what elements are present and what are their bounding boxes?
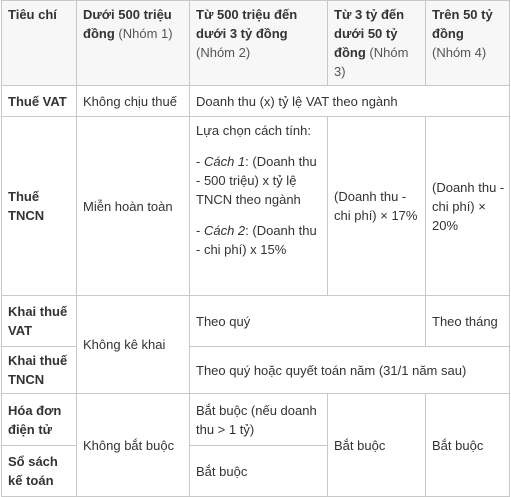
bookkeeping-label: Sổ sách kế toán [2,446,77,497]
header-row [2,1,510,86]
header-group-4 [426,1,510,86]
einvoice-bookkeeping-group-4: Bắt buộc [426,394,510,497]
header-group-1-tag: (Nhóm 1) [118,26,173,41]
tax-comparison-table [1,0,510,497]
header-group-4-tag: (Nhóm 4) [432,45,487,60]
einvoice-group-2: Bắt buộc (nếu doanh thu > 1 tỷ) [190,394,328,446]
pit-method-2 [196,221,323,259]
pit-method-1 [196,152,323,209]
einvoice-bookkeeping-group-1: Không bắt buộc [77,394,190,497]
filing-group-1: Không kê khai [77,296,190,394]
einvoice-label: Hóa đơn điện tử [2,394,77,446]
pit-group-2 [190,117,328,296]
vat-filing-row [2,296,510,347]
vat-filing-label: Khai thuế VAT [2,296,77,347]
pit-method-1-text: : (Doanh thu - 500 triệu) x tỷ lệ TNCN theo ngành [196,154,317,207]
header-group-3-title: Từ 3 tỷ đến dưới 50 tỷ đồng [334,7,405,60]
pit-group-1: Miễn hoàn toàn [77,117,190,296]
vat-groups-2-4: Doanh thu (x) tỷ lệ VAT theo ngành [190,86,510,117]
pit-method-2-text: : (Doanh thu - chi phí) x 15% [196,223,317,257]
pit-filing-label: Khai thuế TNCN [2,347,77,394]
header-group-1 [77,1,190,86]
header-criteria-label: Tiêu chí [8,7,57,22]
vat-label: Thuế VAT [2,86,77,117]
vat-row [2,86,510,117]
pit-method-1-name: Cách 1 [203,154,246,169]
pit-method-intro: Lựa chọn cách tính: [196,123,311,138]
header-group-3 [328,1,426,86]
header-group-2-title: Từ 500 triệu đến dưới 3 tỷ đồng [196,7,298,41]
header-group-4-title: Trên 50 tỷ đồng [432,7,493,41]
pit-method-2-dash: - [196,223,204,238]
header-criteria [2,1,77,86]
pit-label: Thuế TNCN [2,117,77,296]
vat-group-1: Không chịu thuế [77,86,190,117]
pit-row [2,117,510,296]
einvoice-row [2,394,510,446]
pit-filing-groups-2-4: Theo quý hoặc quyết toán năm (31/1 năm sau) [190,347,510,394]
header-group-2-tag: (Nhóm 2) [196,45,251,60]
header-group-2 [190,1,328,86]
header-group-3-tag: (Nhóm 3) [334,45,409,79]
pit-method-1-dash: - [196,154,204,169]
header-group-1-title: Dưới 500 triệu đồng [83,7,172,41]
bookkeeping-group-2: Bắt buộc [190,446,328,497]
einvoice-bookkeeping-group-3: Bắt buộc [328,394,426,497]
pit-method-2-name: Cách 2 [203,223,246,238]
vat-filing-group-4: Theo tháng [426,296,510,347]
vat-filing-groups-2-3: Theo quý [190,296,426,347]
pit-group-4: (Doanh thu - chi phí) × 20% [426,117,510,296]
pit-group-3: (Doanh thu - chi phí) × 17% [328,117,426,296]
